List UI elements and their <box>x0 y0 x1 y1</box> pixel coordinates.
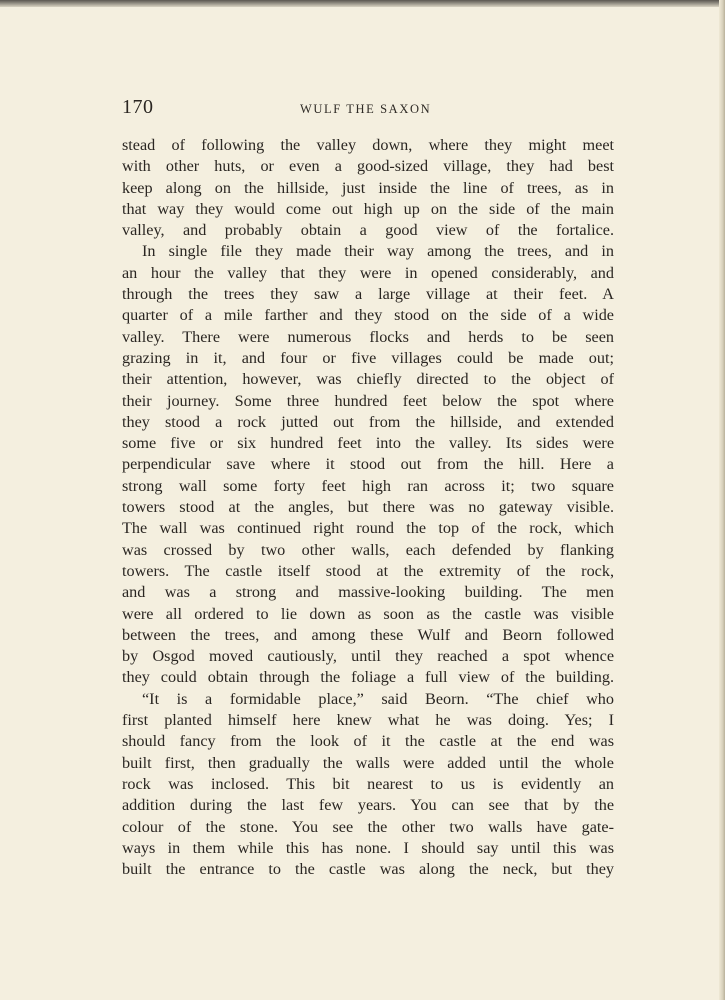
text-line: valley, and probably obtain a good view of the fortalice. <box>122 221 614 240</box>
running-title: WULF THE SAXON <box>300 102 432 116</box>
text-line: their journey. Some three hundred feet below the spot where <box>122 391 614 410</box>
text-line: strong wall some forty feet high ran across it; two square <box>122 476 614 495</box>
text-line: quarter of a mile farther and they stood on the side of a wide <box>122 306 614 325</box>
text-line: grazing in it, and four or five villages could be made out; <box>122 348 614 367</box>
text-line: stead of following the valley down, where they might meet <box>122 136 614 154</box>
text-line: by Osgod moved cautiously, until they reached a spot whence <box>122 647 614 666</box>
page-number: 170 <box>122 96 154 118</box>
text-line: some five or six hundred feet into the valley. Its sides were <box>122 434 614 453</box>
text-line: they stood a rock jutted out from the hillside, and extended <box>122 412 614 431</box>
text-line: first planted himself here knew what he was doing. Yes; I <box>122 711 614 730</box>
text-line: that way they would come out high up on the side of the main <box>122 199 614 218</box>
text-line: towers. The castle itself stood at the extremity of the rock, <box>122 561 614 580</box>
text-line: and was a strong and massive-looking building. The men <box>122 583 614 602</box>
text-line: was crossed by two other walls, each defended by flanking <box>122 540 614 559</box>
page-top-edge <box>0 0 725 7</box>
text-line: keep along on the hillside, just inside the line of trees, as in <box>122 178 614 197</box>
text-line: “It is a formidable place,” said Beorn. “The chief who <box>142 689 614 708</box>
text-line: In single file they made their way among the trees, and in <box>142 242 614 261</box>
text-line: they could obtain through the foliage a full view of the building. <box>122 668 614 687</box>
text-line: with other huts, or even a good-sized village, they had best <box>122 157 614 176</box>
text-line: towers stood at the angles, but there was no gateway visible. <box>122 498 614 517</box>
text-line: were all ordered to lie down as soon as the castle was visible <box>122 604 614 623</box>
text-line: rock was inclosed. This bit nearest to us is evidently an <box>122 774 614 793</box>
text-line: built the entrance to the castle was along the neck, but they <box>122 860 614 879</box>
text-line: The wall was continued right round the top of the rock, which <box>122 519 614 538</box>
text-line: valley. There were numerous flocks and herds to be seen <box>122 327 614 346</box>
text-line: an hour the valley that they were in opened considerably, and <box>122 263 614 282</box>
text-line: their attention, however, was chiefly directed to the object of <box>122 370 614 389</box>
text-line: colour of the stone. You see the other two walls have gate- <box>122 817 614 836</box>
text-line: between the trees, and among these Wulf and Beorn followed <box>122 625 614 644</box>
text-line: through the trees they saw a large village at their feet. A <box>122 285 614 304</box>
text-line: should fancy from the look of it the castle at the end was <box>122 732 614 751</box>
body-text <box>122 135 614 880</box>
text-line: ways in them while this has none. I should say until this was <box>122 838 614 857</box>
page-right-edge <box>719 0 725 1000</box>
text-line: built first, then gradually the walls were added until the whole <box>122 753 614 772</box>
text-line: perpendicular save where it stood out from the hill. Here a <box>122 455 614 474</box>
text-line: addition during the last few years. You can see that by the <box>122 796 614 815</box>
